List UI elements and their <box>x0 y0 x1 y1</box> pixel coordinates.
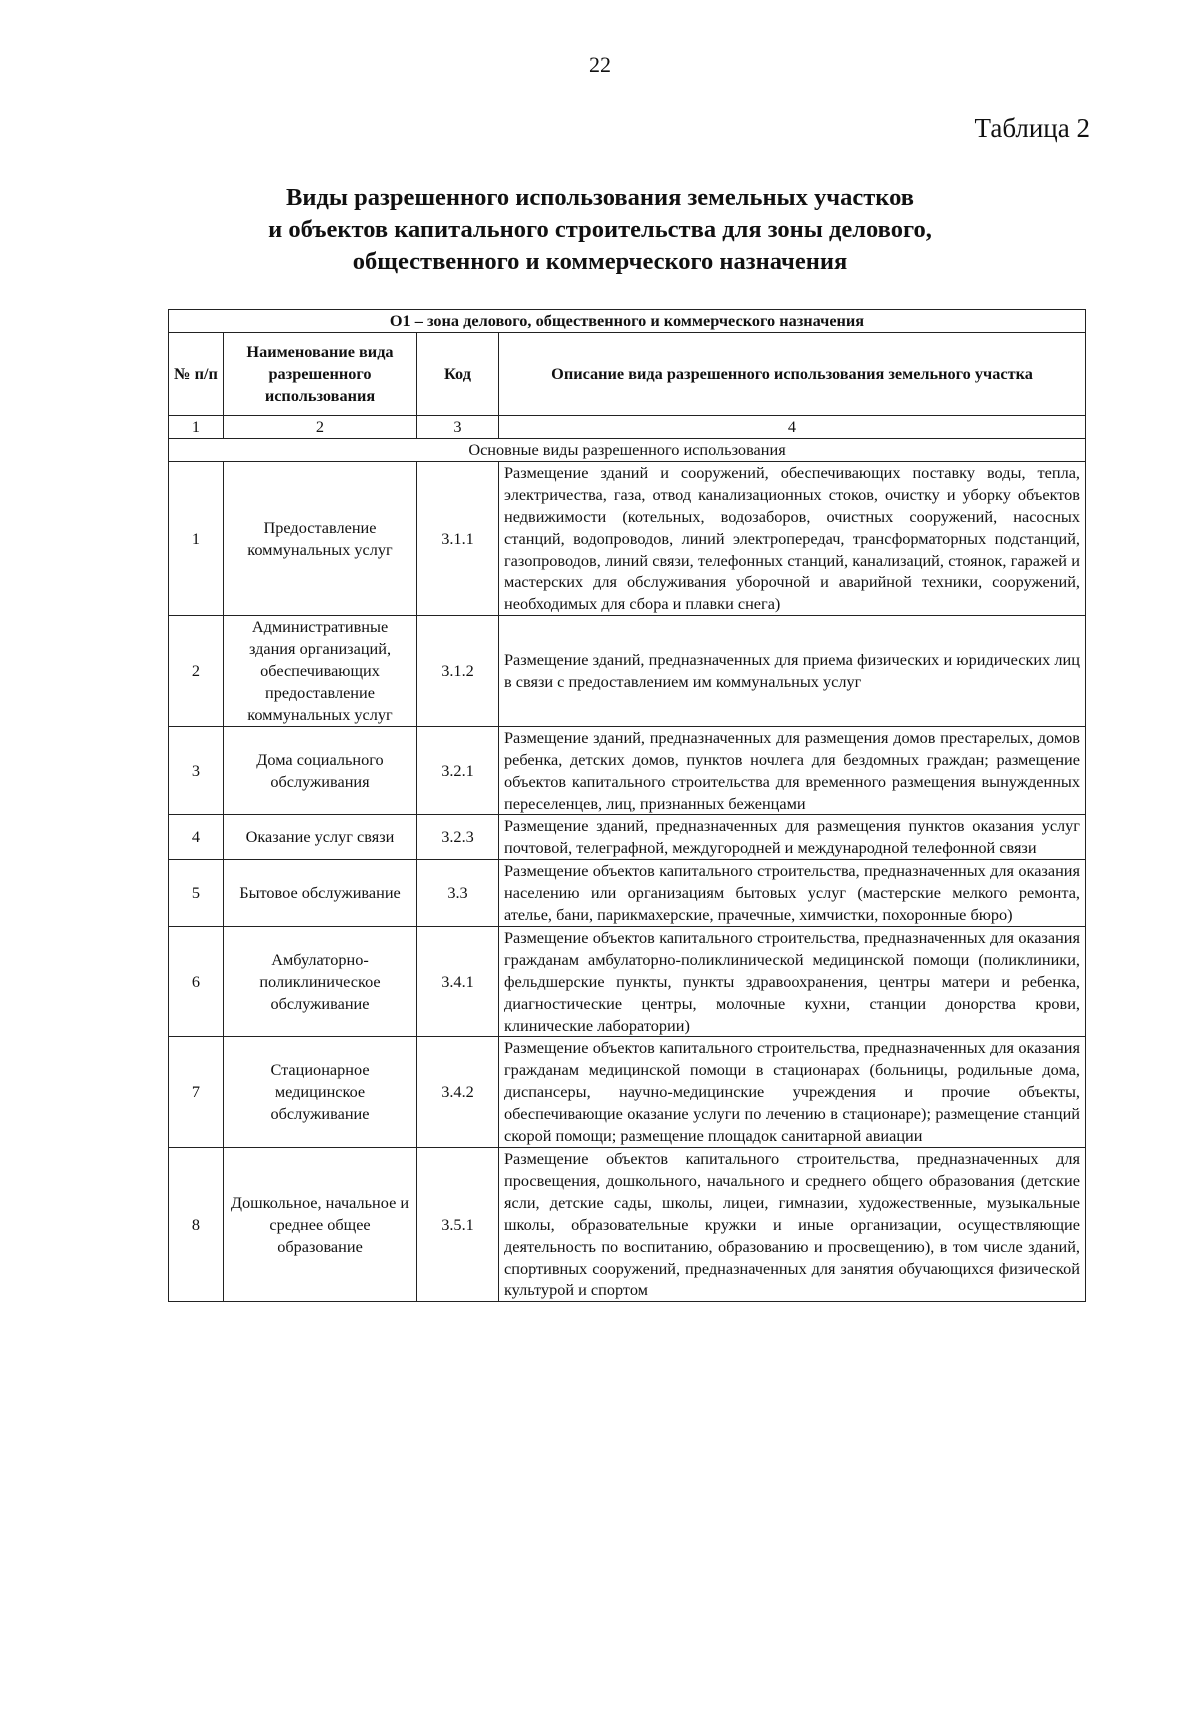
row-code: 3.4.1 <box>417 926 499 1037</box>
row-code: 3.2.1 <box>417 726 499 815</box>
row-code: 3.3 <box>417 860 499 927</box>
zone-header-row <box>169 310 1086 333</box>
col-header-description: Описание вида разрешенного использования земельного участка <box>499 333 1086 416</box>
row-name: Оказание услуг связи <box>224 815 417 860</box>
title-line: и объектов капитального строительства для зоны делового, <box>268 216 932 243</box>
column-number-row <box>169 416 1086 439</box>
zone-header: О1 – зона делового, общественного и коммерческого назначения <box>169 310 1086 333</box>
table-row <box>169 926 1086 1037</box>
title-line: Виды разрешенного использования земельных участков <box>286 184 914 211</box>
row-description: Размещение объектов капитального строительства, предназначенных для оказания гражданам медицинской помощи в стационарах (больницы, родильные дома, диспансеры, научно-медицинские учреждения и прочие объекты, обеспечивающие оказание услуги по лечению в стационаре); размещение станций скорой помощи; размещение площадок санитарной авиации <box>499 1037 1086 1148</box>
row-num: 6 <box>169 926 224 1037</box>
col-header-num: № п/п <box>169 333 224 416</box>
table-row <box>169 616 1086 727</box>
table-row <box>169 726 1086 815</box>
row-num: 5 <box>169 860 224 927</box>
land-use-table <box>168 309 1086 1302</box>
table-caption: Таблица 2 <box>974 113 1090 143</box>
row-code: 3.1.2 <box>417 616 499 727</box>
column-number: 4 <box>499 416 1086 439</box>
row-description: Размещение объектов капитального строительства, предназначенных для оказания гражданам амбулаторно-поликлинической медицинской помощи (поликлиники, фельдшерские пункты, пункты здравоохранения, центры матери и ребенка, диагностические центры, молочные кухни, станции донорства крови, клинические лаборатории) <box>499 926 1086 1037</box>
row-description: Размещение зданий, предназначенных для размещения пунктов оказания услуг почтовой, телеграфной, междугородней и международной телефонной связи <box>499 815 1086 860</box>
section-row <box>169 438 1086 461</box>
table-row <box>169 1148 1086 1302</box>
row-code: 3.2.3 <box>417 815 499 860</box>
row-num: 8 <box>169 1148 224 1302</box>
row-num: 7 <box>169 1037 224 1148</box>
row-description: Размещение объектов капитального строительства, предназначенных для оказания населению или организациям бытовых услуг (мастерские мелкого ремонта, ателье, бани, парикмахерские, прачечные, химчистки, похоронные бюро) <box>499 860 1086 927</box>
column-number: 2 <box>224 416 417 439</box>
row-description: Размещение объектов капитального строительства, предназначенных для просвещения, дошкольного, начального и среднего общего образования (детские ясли, детские сады, школы, лицеи, гимназии, художественные, музыкальные школы, образовательные кружки и иные организации, осуществляющие деятельность по воспитанию, образованию и просвещению), в том числе зданий, спортивных сооружений, предназначенных для занятия обучающихся физической культурой и спортом <box>499 1148 1086 1302</box>
page-number: 22 <box>589 52 611 77</box>
row-name: Административные здания организаций, обеспечивающих предоставление коммунальных услуг <box>224 616 417 727</box>
table-row <box>169 860 1086 927</box>
row-name: Бытовое обслуживание <box>224 860 417 927</box>
title-line: общественного и коммерческого назначения <box>352 248 848 275</box>
col-header-code: Код <box>417 333 499 416</box>
row-name: Амбулаторно-поликлиническое обслуживание <box>224 926 417 1037</box>
table-row <box>169 815 1086 860</box>
row-description: Размещение зданий и сооружений, обеспечивающих поставку воды, тепла, электричества, газа, отвод канализационных стоков, очистку и уборку объектов недвижимости (котельных, водозаборов, очистных сооружений, насосных станций, водопроводов, линий электропередач, трансформаторных подстанций, газопроводов, линий связи, телефонных станций, канализаций, стоянок, гаражей и мастерских для обслуживания уборочной и аварийной техники, сооружений, необходимых для сбора и плавки снега) <box>499 461 1086 615</box>
column-number: 1 <box>169 416 224 439</box>
row-description: Размещение зданий, предназначенных для размещения домов престарелых, домов ребенка, детских домов, пунктов ночлега для бездомных граждан; размещение объектов капитального строительства для временного размещения вынужденных переселенцев, лиц, признанных беженцами <box>499 726 1086 815</box>
row-num: 2 <box>169 616 224 727</box>
row-description: Размещение зданий, предназначенных для приема физических и юридических лиц в связи с предоставлением им коммунальных услуг <box>499 616 1086 727</box>
document-title <box>150 182 1050 278</box>
row-code: 3.1.1 <box>417 461 499 615</box>
table-row <box>169 461 1086 615</box>
row-num: 1 <box>169 461 224 615</box>
row-code: 3.5.1 <box>417 1148 499 1302</box>
column-header-row <box>169 333 1086 416</box>
col-header-name: Наименование вида разрешенного использования <box>224 333 417 416</box>
column-number: 3 <box>417 416 499 439</box>
row-num: 3 <box>169 726 224 815</box>
row-code: 3.4.2 <box>417 1037 499 1148</box>
table-row <box>169 1037 1086 1148</box>
row-name: Дома социального обслуживания <box>224 726 417 815</box>
row-num: 4 <box>169 815 224 860</box>
row-name: Предоставление коммунальных услуг <box>224 461 417 615</box>
section-title: Основные виды разрешенного использования <box>169 438 1086 461</box>
row-name: Дошкольное, начальное и среднее общее образование <box>224 1148 417 1302</box>
row-name: Стационарное медицинское обслуживание <box>224 1037 417 1148</box>
